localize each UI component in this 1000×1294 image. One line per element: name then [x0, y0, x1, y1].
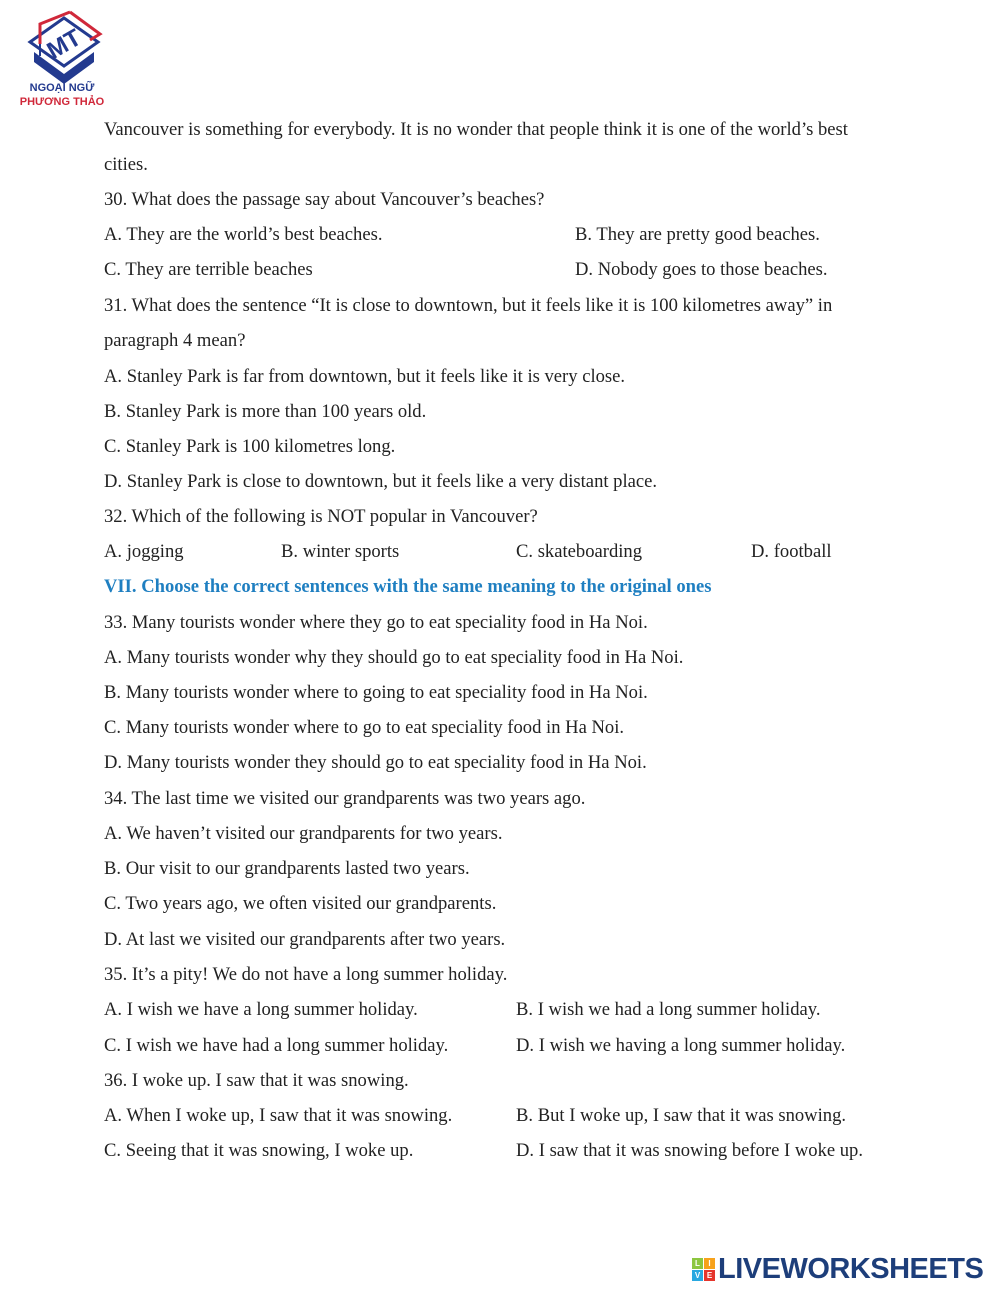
question-31: 31. What does the sentence “It is close to downtown, but it feels like it is 100 kilometres away” in [104, 295, 833, 316]
tile-e: E [704, 1270, 715, 1281]
tile-v: V [692, 1270, 703, 1281]
live-tiles-icon [692, 1258, 715, 1281]
passage-text: cities. [104, 154, 148, 175]
option-a[interactable]: A. They are the world’s best beaches. [104, 224, 383, 245]
option-c[interactable]: C. skateboarding [516, 541, 642, 562]
option-a[interactable]: A. Stanley Park is far from downtown, but it feels like it is very close. [104, 366, 626, 387]
option-b[interactable]: B. They are pretty good beaches. [575, 224, 820, 245]
option-a[interactable]: A. Many tourists wonder why they should go to eat speciality food in Ha Noi. [104, 647, 684, 668]
option-c[interactable]: C. Many tourists wonder where to go to eat speciality food in Ha Noi. [104, 717, 625, 738]
option-a[interactable]: A. I wish we have a long summer holiday. [104, 999, 418, 1020]
option-d[interactable]: D. Stanley Park is close to downtown, but it feels like a very distant place. [104, 471, 658, 492]
option-c[interactable]: C. Stanley Park is 100 kilometres long. [104, 436, 396, 457]
option-b[interactable]: B. Stanley Park is more than 100 years old. [104, 401, 427, 422]
option-d[interactable]: D. football [751, 541, 832, 562]
option-d[interactable]: D. I wish we having a long summer holiday. [516, 1035, 846, 1056]
option-a[interactable]: A. When I woke up, I saw that it was snowing. [104, 1105, 453, 1126]
option-c[interactable]: C. Two years ago, we often visited our grandparents. [104, 893, 497, 914]
question-35: 35. It’s a pity! We do not have a long summer holiday. [104, 964, 508, 985]
tile-l: L [692, 1258, 703, 1269]
option-b[interactable]: B. But I woke up, I saw that it was snowing. [516, 1105, 847, 1126]
option-d[interactable]: D. At last we visited our grandparents after two years. [104, 929, 506, 950]
option-b[interactable]: B. Many tourists wonder where to going to eat speciality food in Ha Noi. [104, 682, 648, 703]
section-heading: VII. Choose the correct sentences with the same meaning to the original ones [104, 576, 712, 597]
svg-text:MT: MT [42, 24, 87, 65]
option-c[interactable]: C. They are terrible beaches [104, 259, 313, 280]
logo-text-line1: NGOẠI NGỮ [29, 82, 95, 94]
option-a[interactable]: A. We haven’t visited our grandparents for two years. [104, 823, 503, 844]
option-b[interactable]: B. Our visit to our grandparents lasted two years. [104, 858, 470, 879]
option-d[interactable]: D. I saw that it was snowing before I woke up. [516, 1140, 864, 1161]
option-d[interactable]: D. Nobody goes to those beaches. [575, 259, 828, 280]
question-33: 33. Many tourists wonder where they go to eat speciality food in Ha Noi. [104, 612, 648, 633]
option-c[interactable]: C. Seeing that it was snowing, I woke up. [104, 1140, 414, 1161]
option-d[interactable]: D. Many tourists wonder they should go to eat speciality food in Ha Noi. [104, 752, 647, 773]
logo-text-line2: PHƯƠNG THẢO [19, 96, 105, 108]
option-b[interactable]: B. winter sports [281, 541, 400, 562]
liveworksheets-logo [692, 1254, 983, 1284]
tile-i: I [704, 1258, 715, 1269]
question-30: 30. What does the passage say about Vancouver’s beaches? [104, 189, 545, 210]
option-b[interactable]: B. I wish we had a long summer holiday. [516, 999, 821, 1020]
option-c[interactable]: C. I wish we have had a long summer holiday. [104, 1035, 449, 1056]
question-34: 34. The last time we visited our grandparents was two years ago. [104, 788, 586, 809]
question-31-cont: paragraph 4 mean? [104, 330, 246, 351]
option-a[interactable]: A. jogging [104, 541, 184, 562]
passage-text: Vancouver is something for everybody. It is no wonder that people think it is one of the world’s best [104, 119, 848, 140]
question-32: 32. Which of the following is NOT popular in Vancouver? [104, 506, 538, 527]
question-36: 36. I woke up. I saw that it was snowing. [104, 1070, 409, 1091]
brand-text: LIVEWORKSHEETS [718, 1252, 984, 1285]
